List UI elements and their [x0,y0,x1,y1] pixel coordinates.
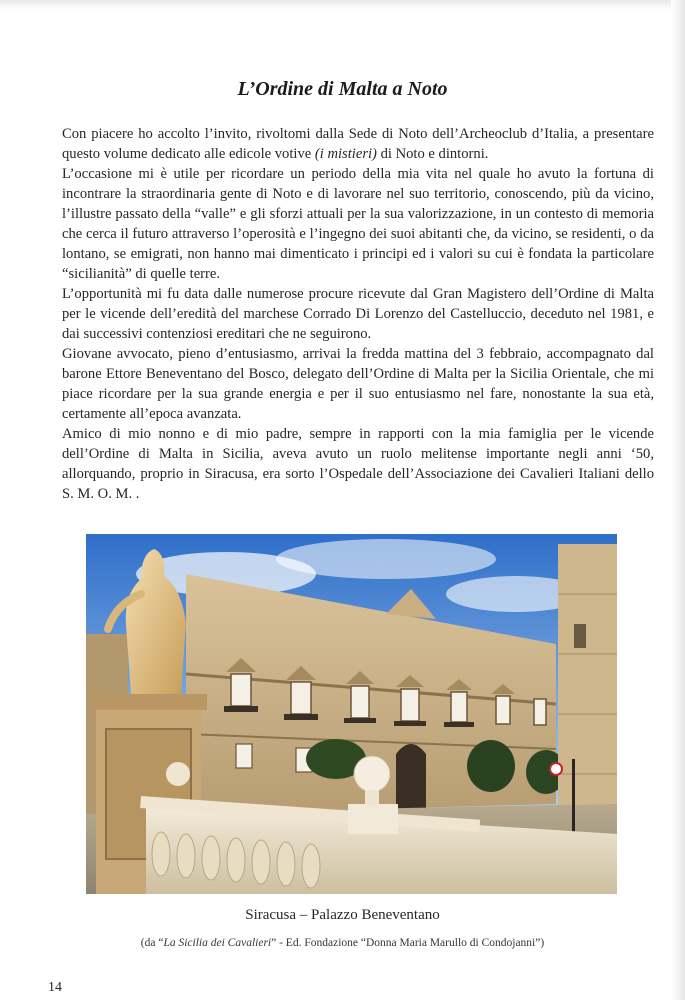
credit-prefix: (da “ [140,937,164,949]
paragraph-1-text: Con piacere ho accolto l’invito, rivoltomi dalla Sede di Noto dell’Archeoclub d’Italia, a presentare questo volume dedicato alle edicole votive [62,126,654,162]
photo-caption: Siracusa – Palazzo Beneventano [245,907,440,923]
paragraph-5: Amico di mio nonno e di mio padre, sempre in rapporti con la mia famiglia per le vicende dell’Ordine di Malta in Sicilia, aveva avuto un ruolo melitense importante negli anni ‘50, allorquando, proprio in Siracusa, era sorto l’Ospedale dell’Associazione dei Cavalieri Italiani dello S. M. O. M. . [62,426,654,502]
paragraph-1 [62,124,654,164]
paragraph-3: L’opportunità mi fu data dalle numerose procure ricevute dal Gran Magistero dell’Ordine di Malta per le vicende dell’eredità del marchese Corrado Di Lorenzo del Castelluccio, deceduto nel 1981, e dai successivi contenziosi ereditari che ne seguirono. [62,286,654,342]
page-title: L’Ordine di Malta a Noto [237,78,448,100]
paragraph-1-tail: di Noto e dintorni. [376,146,489,162]
page-top-shadow [0,0,685,10]
article-body [62,124,654,504]
page-binding-shadow [671,0,685,1000]
paragraph-4: Giovane avvocato, pieno d’entusiasmo, arrivai la fredda mattina del 3 febbraio, accompagnato dal barone Ettore Beneventano del Bosco, delegato dell’Ordine di Malta per la Sicilia Orientale, che mi piace ricordare per la sua grande energia e per il suo entusiasmo nel fare, nonostante la sua età, certamente all’epoca avanzata. [62,346,654,422]
paragraph-2: L’occasione mi è utile per ricordare un periodo della mia vita nel quale ho avuto la fortuna di incontrare la straordinaria gente di Noto e di lavorare nel suo territorio, conoscendo, più da vicino, l’illustre passato della “valle” e gli sforzi attuali per la sua valorizzazione, in un contesto di memoria che cerca il futuro attraverso l’operosità e l’ingegno dei suoi abitanti che, da vicino, se residenti, o da lontano, se emigrati, non hanno mai dimenticato i principi ed i valori su cui è fondata la particolare “sicilianità” di quelle terre. [62,166,654,282]
palazzo-beneventano-photo [86,534,617,894]
paragraph-1-italic: (i mistieri) [314,146,377,162]
credit-book-title: La Sicilia dei Cavalieri [163,937,272,949]
page-number: 14 [48,980,62,995]
credit-suffix: ” - Ed. Fondazione “Donna Maria Marullo di Condojanni”) [271,937,545,949]
photo-credit [0,937,685,949]
